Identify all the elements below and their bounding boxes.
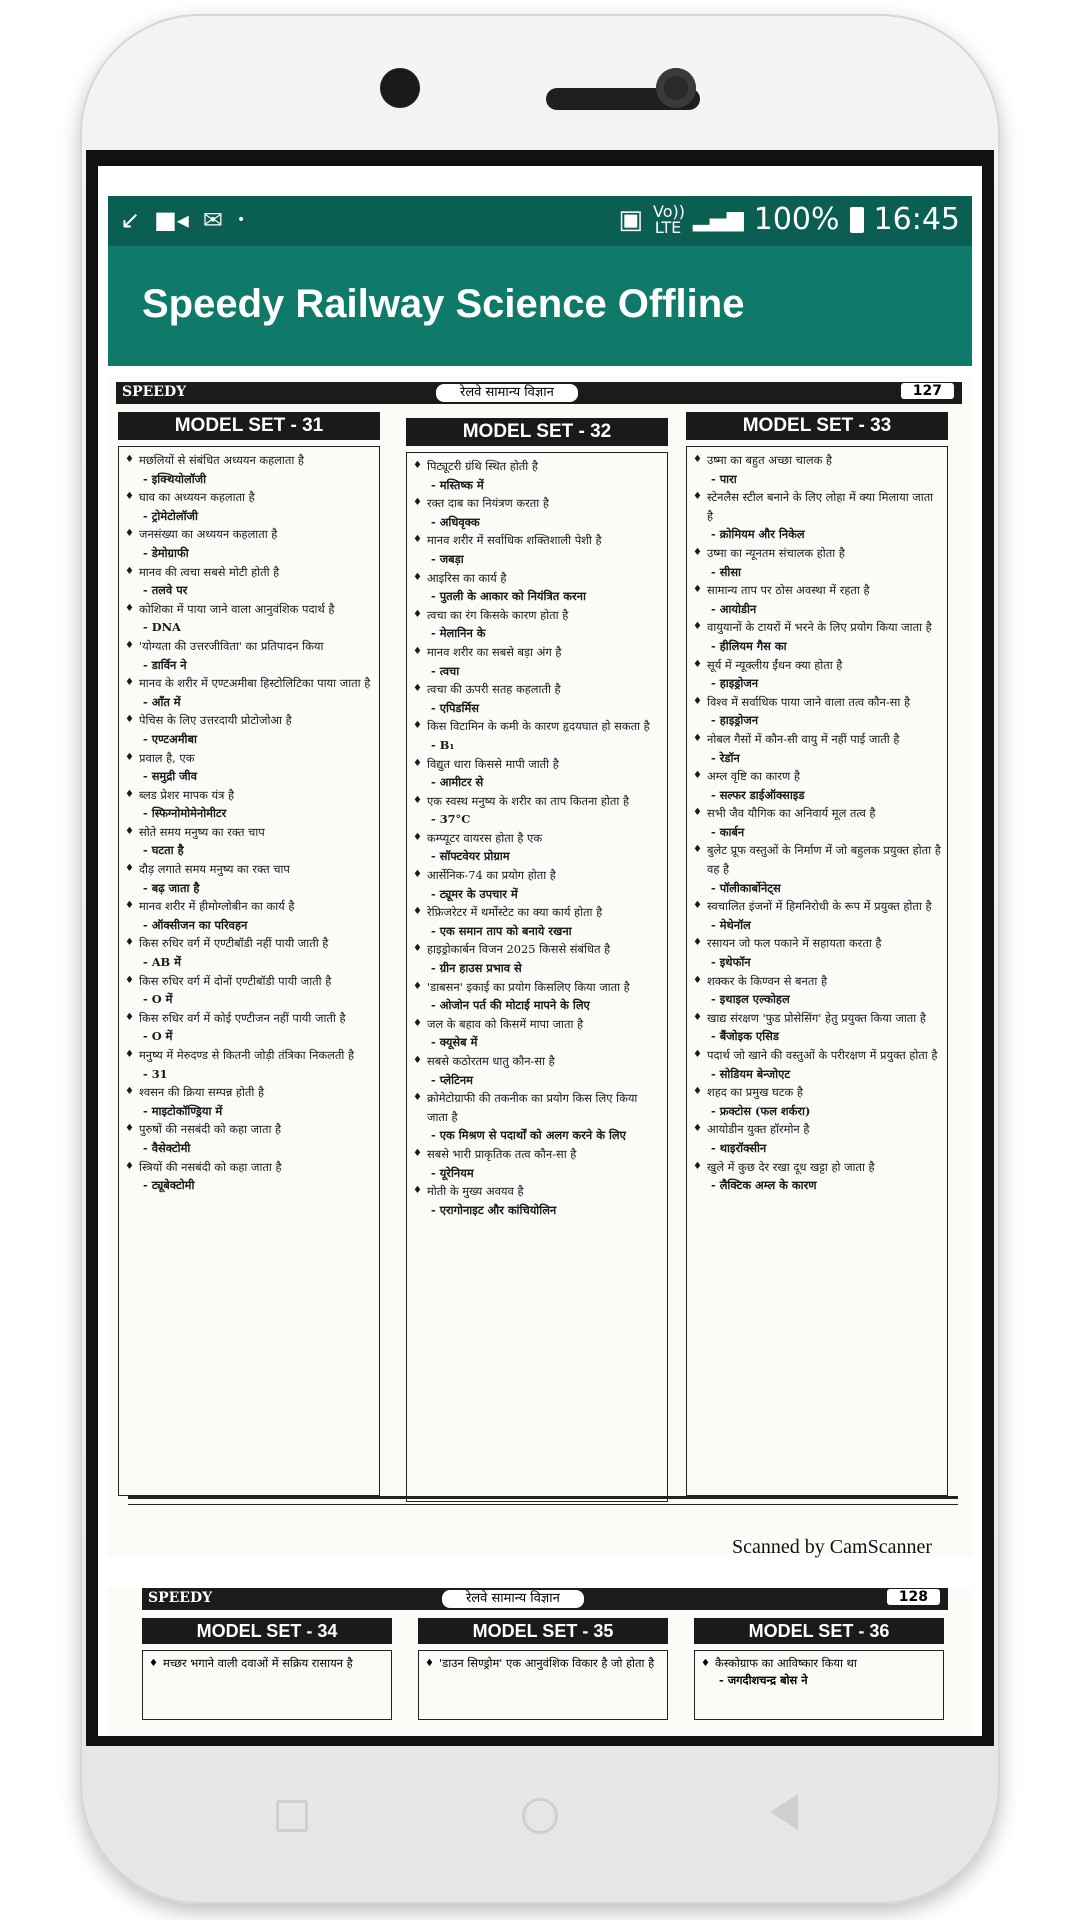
question: ♦ पेचिस के लिए उत्तरदायी प्रोटोजोआ है xyxy=(125,711,373,730)
question-list xyxy=(686,446,948,1496)
answer: - ट्रोमेटोलॉजी xyxy=(143,508,198,523)
question: ♦ पदार्थ जो खाने की वस्तुओं के परीरक्षण में प्रयुक्त होता है xyxy=(693,1046,941,1065)
question: ♦ 'डाबसन' इकाई का प्रयोग किसलिए किया जाता है xyxy=(413,978,661,997)
question: ♦ शक्कर के किण्वन से बनता है xyxy=(693,972,941,991)
answer: - ट्यूमर के उपचार में xyxy=(431,886,518,901)
question: ♦ कम्प्यूटर वायरस होता है एक xyxy=(413,829,661,848)
question-list xyxy=(694,1650,944,1720)
battery-icon xyxy=(850,207,864,233)
model-set-title: MODEL SET - 32 xyxy=(406,418,668,446)
camscanner-watermark: Scanned by CamScanner xyxy=(732,1536,932,1558)
answer: - वैसेक्टोमी xyxy=(143,1140,191,1155)
question: ♦ ब्लड प्रेशर मापक यंत्र है xyxy=(125,786,373,805)
question: ♦ किस रुधिर वर्ग में कोई एण्टीजन नहीं पायी जाती है xyxy=(125,1009,373,1028)
question: ♦ दौड़ लगाते समय मनुष्य का रक्त चाप xyxy=(125,860,373,879)
answer: - थाइरॉक्सीन xyxy=(711,1140,767,1155)
question: ♦ सबसे भारी प्राकृतिक तत्व कौन-सा है xyxy=(413,1145,661,1164)
question: ♦ शहद का प्रमुख घटक है xyxy=(693,1083,941,1102)
answer: - जगदीशचन्द्र बोस ने xyxy=(719,1673,808,1687)
answer: - इथाइल एल्कोहल xyxy=(711,992,790,1007)
back-button[interactable] xyxy=(770,1794,798,1830)
question-list xyxy=(418,1650,668,1720)
screen xyxy=(98,166,982,1736)
answer: - B₁ xyxy=(431,737,455,752)
question: ♦ आयोडीन युक्त हॉरमोन है xyxy=(693,1120,941,1139)
question: ♦ स्टेनलैस स्टील बनाने के लिए लोहा में क्या मिलाया जाता है xyxy=(693,488,941,525)
answer: - त्वचा xyxy=(431,663,460,678)
status-bar xyxy=(108,196,972,246)
question: ♦ खुले में कुछ देर रखा दूध खट्टा हो जाता है xyxy=(693,1158,941,1177)
question: ♦ मानव शरीर में हीमोग्लोबीन का कार्य है xyxy=(125,897,373,916)
question: ♦ उष्मा का न्यूनतम संचालक होता है xyxy=(693,544,941,563)
question: ♦ वायुयानों के टायरों में भरने के लिए प्रयोग किया जाता है xyxy=(693,618,941,637)
question: ♦ क्रोमेटोग्राफी की तकनीक का प्रयोग किस लिए किया जाता है xyxy=(413,1089,661,1126)
question: ♦ सबसे कठोरतम धातु कौन-सा है xyxy=(413,1052,661,1071)
question: ♦ रक्त दाब का नियंत्रण करता है xyxy=(413,494,661,513)
answer: - एक मिश्रण से पदार्थों को अलग करने के लिए xyxy=(431,1128,626,1143)
answer: - रेडॉन xyxy=(711,750,740,765)
answer: - सीसा xyxy=(711,564,741,579)
question: ♦ खाद्य संरक्षण 'फुड प्रोसेसिंग' हेतु प्रयुक्त किया जाता है xyxy=(693,1009,941,1028)
model-set-34 xyxy=(142,1618,392,1720)
app-bar xyxy=(108,246,972,366)
answer: - ग्रीन हाउस प्रभाव से xyxy=(431,961,522,976)
recents-button[interactable] xyxy=(276,1800,308,1832)
answer: - आयोडीन xyxy=(711,601,757,616)
answer: - O में xyxy=(143,992,173,1007)
answer: - पुतली के आकार को नियंत्रित करना xyxy=(431,589,586,604)
question: ♦ रसायन जो फल पकाने में सहायता करता है xyxy=(693,934,941,953)
scanned-page-128[interactable] xyxy=(108,1588,972,1736)
question: ♦ त्वचा का रंग किसके कारण होता है xyxy=(413,606,661,625)
answer: - डार्विन ने xyxy=(143,657,187,672)
volte-label: Vo)) LTE xyxy=(652,201,685,237)
page-header-title: रेलवे सामान्य विज्ञान xyxy=(442,1590,584,1608)
question: ♦ स्त्रियों की नसबंदी को कहा जाता है xyxy=(125,1158,373,1177)
answer: - पॉलीकार्बोनेट्स xyxy=(711,880,781,895)
question: ♦ सामान्य ताप पर ठोस अवस्था में रहता है xyxy=(693,581,941,600)
question: ♦ जनसंख्या का अध्ययन कहलाता है xyxy=(125,525,373,544)
question: ♦ उष्मा का बहुत अच्छा चालक है xyxy=(693,451,941,470)
question: ♦ स्वचालित इंजनों में हिमनिरोधी के रूप में प्रयुक्त होता है xyxy=(693,897,941,916)
answer: - स्फिग्नोमोमेनोमीटर xyxy=(143,806,227,821)
page-header-strip xyxy=(142,1588,948,1610)
question: ♦ श्वसन की क्रिया सम्पन्न होती है xyxy=(125,1083,373,1102)
model-set-title: MODEL SET - 35 xyxy=(418,1618,668,1644)
question: ♦ मानव शरीर में सर्वाधिक शक्तिशाली पेशी है xyxy=(413,531,661,550)
answer: - कार्बन xyxy=(711,824,745,839)
question: ♦ आर्सेनिक-74 का प्रयोग होता है xyxy=(413,866,661,885)
question: ♦ कैस्कोग्राफ का आविष्कार किया था xyxy=(701,1655,937,1672)
missed-call-icon: ↙ xyxy=(120,206,141,234)
answer: - क्रोमियम और निकेल xyxy=(711,527,805,542)
signal-icon: ▂▄▆ xyxy=(692,207,744,232)
page-number: 127 xyxy=(901,383,954,399)
answer: - इक्थियोलॉजी xyxy=(143,471,207,486)
model-set-title: MODEL SET - 31 xyxy=(118,412,380,440)
app-title: Speedy Railway Science Offline xyxy=(142,282,745,326)
answer: - AB में xyxy=(143,955,181,970)
question: ♦ विद्युत धारा किससे मापी जाती है xyxy=(413,755,661,774)
answer: - हीलियम गैस का xyxy=(711,638,787,653)
divider xyxy=(128,1504,958,1505)
question: ♦ मानव के शरीर में एण्टअमीबा हिस्टोलिटिका पाया जाता है xyxy=(125,674,373,693)
question: ♦ त्वचा की ऊपरी सतह कहलाती है xyxy=(413,680,661,699)
answer: - सल्फर डाईऑक्साइड xyxy=(711,787,805,802)
page-number: 128 xyxy=(887,1589,940,1605)
answer: - ट्यूबेक्टोमी xyxy=(143,1178,195,1193)
dot-icon: • xyxy=(236,212,246,228)
answer: - समुद्री जीव xyxy=(143,769,197,784)
question: ♦ पुरुषों की नसबंदी को कहा जाता है xyxy=(125,1120,373,1139)
answer: - घटता है xyxy=(143,843,184,858)
answer: - एण्टअमीबा xyxy=(143,731,197,746)
question: ♦ जल के बहाव को किसमें मापा जाता है xyxy=(413,1015,661,1034)
model-set-title: MODEL SET - 34 xyxy=(142,1618,392,1644)
model-set-36 xyxy=(694,1618,944,1720)
question: ♦ रेफ्रिजरेटर में थर्मोस्टेट का क्या कार्य होता है xyxy=(413,903,661,922)
answer: - DNA xyxy=(143,620,181,635)
question: ♦ किस रुधिर वर्ग में दोनों एण्टीबॉडी पायी जाती है xyxy=(125,972,373,991)
answer: - माइटोकॉण्ड्रिया में xyxy=(143,1103,223,1118)
question: ♦ सूर्य में न्यूक्लीय ईंधन क्या होता है xyxy=(693,656,941,675)
front-camera-icon xyxy=(380,68,420,108)
battery-percent: 100% xyxy=(753,202,840,237)
model-set-title: MODEL SET - 36 xyxy=(694,1618,944,1644)
answer: - हाइड्रोजन xyxy=(711,713,759,728)
answer: - मेथेनॉल xyxy=(711,917,751,932)
answer: - एपिडर्मिस xyxy=(431,700,479,715)
question: ♦ किस रुधिर वर्ग में एण्टीबॉडी नहीं पायी जाती है xyxy=(125,934,373,953)
page-header-strip xyxy=(116,382,962,404)
divider xyxy=(128,1496,958,1499)
model-set-31 xyxy=(118,412,380,1496)
question: ♦ अम्ल वृष्टि का कारण है xyxy=(693,767,941,786)
page-header-title: रेलवे सामान्य विज्ञान xyxy=(436,384,578,402)
question: ♦ मनुष्य में मेरुदण्ड से कितनी जोड़ी तंत्रिका निकलती है xyxy=(125,1046,373,1065)
sensor-icon xyxy=(656,68,696,108)
question: ♦ 'योग्यता की उत्तरजीविता' का प्रतिपादन किया xyxy=(125,637,373,656)
question: ♦ एक स्वस्थ मनुष्य के शरीर का ताप कितना होता है xyxy=(413,792,661,811)
question: ♦ प्रवाल है, एक xyxy=(125,749,373,768)
answer: - 37°C xyxy=(431,812,471,827)
cast-icon: ▣ xyxy=(618,204,643,235)
question: ♦ सभी जैव यौगिक का अनिवार्य मूल तत्व है xyxy=(693,804,941,823)
model-set-title: MODEL SET - 33 xyxy=(686,412,948,440)
question: ♦ 'डाउन सिण्ड्रोम' एक आनुवंशिक विकार है जो होता है xyxy=(425,1655,661,1672)
answer: - लैक्टिक अम्ल के कारण xyxy=(711,1178,817,1193)
mail-icon: ✉ xyxy=(202,206,223,234)
answer: - मेलानिन के xyxy=(431,626,486,641)
answer: - तलवे पर xyxy=(143,583,188,598)
question: ♦ मछलियों से संबंधित अध्ययन कहलाता है xyxy=(125,451,373,470)
answer: - पारा xyxy=(711,471,737,486)
answer: - प्लेटिनम xyxy=(431,1072,473,1087)
answer: - ऑक्सीजन का परिवहन xyxy=(143,917,248,932)
answer: - आँत में xyxy=(143,694,181,709)
question: ♦ आइरिस का कार्य है xyxy=(413,569,661,588)
answer: - हाइड्रोजन xyxy=(711,676,759,691)
answer: - मस्तिष्क में xyxy=(431,477,484,492)
brand-logo: SPEEDY xyxy=(122,384,187,400)
answer: - आमीटर से xyxy=(431,775,484,790)
answer: - बैंजोइक एसिड xyxy=(711,1029,779,1044)
question-list xyxy=(118,446,380,1496)
scanned-page-127[interactable] xyxy=(108,376,972,1556)
question-list xyxy=(142,1650,392,1720)
model-set-35 xyxy=(418,1618,668,1720)
question: ♦ मानव शरीर का सबसे बड़ा अंग है xyxy=(413,643,661,662)
answer: - इथेफॉन xyxy=(711,955,751,970)
video-icon: ■◂ xyxy=(154,206,189,234)
question-list xyxy=(406,452,668,1502)
question: ♦ विश्व में सर्वाधिक पाया जाने वाला तत्व कौन-सा है xyxy=(693,693,941,712)
question: ♦ कोशिका में पाया जाने वाला आनुवंशिक पदार्थ है xyxy=(125,600,373,619)
question: ♦ किस विटामिन के कमी के कारण हृदयघात हो सकता है xyxy=(413,717,661,736)
answer: - एक समान ताप को बनाये रखना xyxy=(431,923,572,938)
clock: 16:45 xyxy=(873,202,960,237)
question: ♦ बुलेट प्रूफ वस्तुओं के निर्माण में जो बहुलक प्रयुक्त होता है वह है xyxy=(693,841,941,878)
brand-logo: SPEEDY xyxy=(148,1590,213,1606)
home-button[interactable] xyxy=(522,1798,558,1834)
answer: - O में xyxy=(143,1029,173,1044)
answer: - एरागोनाइट और कांचियोलिन xyxy=(431,1202,557,1217)
answer: - सॉफ्टवेयर प्रोग्राम xyxy=(431,849,510,864)
question: ♦ पिट्यूटरी ग्रंथि स्थित होती है xyxy=(413,457,661,476)
answer: - क्यूसेब में xyxy=(431,1035,478,1050)
question: ♦ घाव का अध्ययन कहलाता है xyxy=(125,488,373,507)
question: ♦ नोबल गैसों में कौन-सी वायु में नहीं पाई जाती है xyxy=(693,730,941,749)
question: ♦ मानव की त्वचा सबसे मोटी होती है xyxy=(125,563,373,582)
model-set-33 xyxy=(686,412,948,1496)
answer: - अधिवृक्क xyxy=(431,514,480,529)
answer: - ओजोन पर्त की मोटाई मापने के लिए xyxy=(431,998,590,1013)
model-set-32 xyxy=(406,418,668,1502)
question: ♦ हाइड्रोकार्बन विजन 2025 किससे संबंधित है xyxy=(413,940,661,959)
answer: - डेमोग्राफी xyxy=(143,545,189,560)
answer: - बढ़ जाता है xyxy=(143,880,200,895)
question: ♦ सोते समय मनुष्य का रक्त चाप xyxy=(125,823,373,842)
answer: - फ्रक्टोस (फल शर्करा) xyxy=(711,1103,811,1118)
answer: - यूरेनियम xyxy=(431,1165,474,1180)
answer: - जबड़ा xyxy=(431,551,464,566)
question: ♦ मोती के मुख्य अवयव है xyxy=(413,1182,661,1201)
question: ♦ मच्छर भगाने वाली दवाओं में सक्रिय रासायन है xyxy=(149,1655,385,1672)
answer: - सोडियम बेन्जोएट xyxy=(711,1066,791,1081)
answer: - 31 xyxy=(143,1066,168,1081)
